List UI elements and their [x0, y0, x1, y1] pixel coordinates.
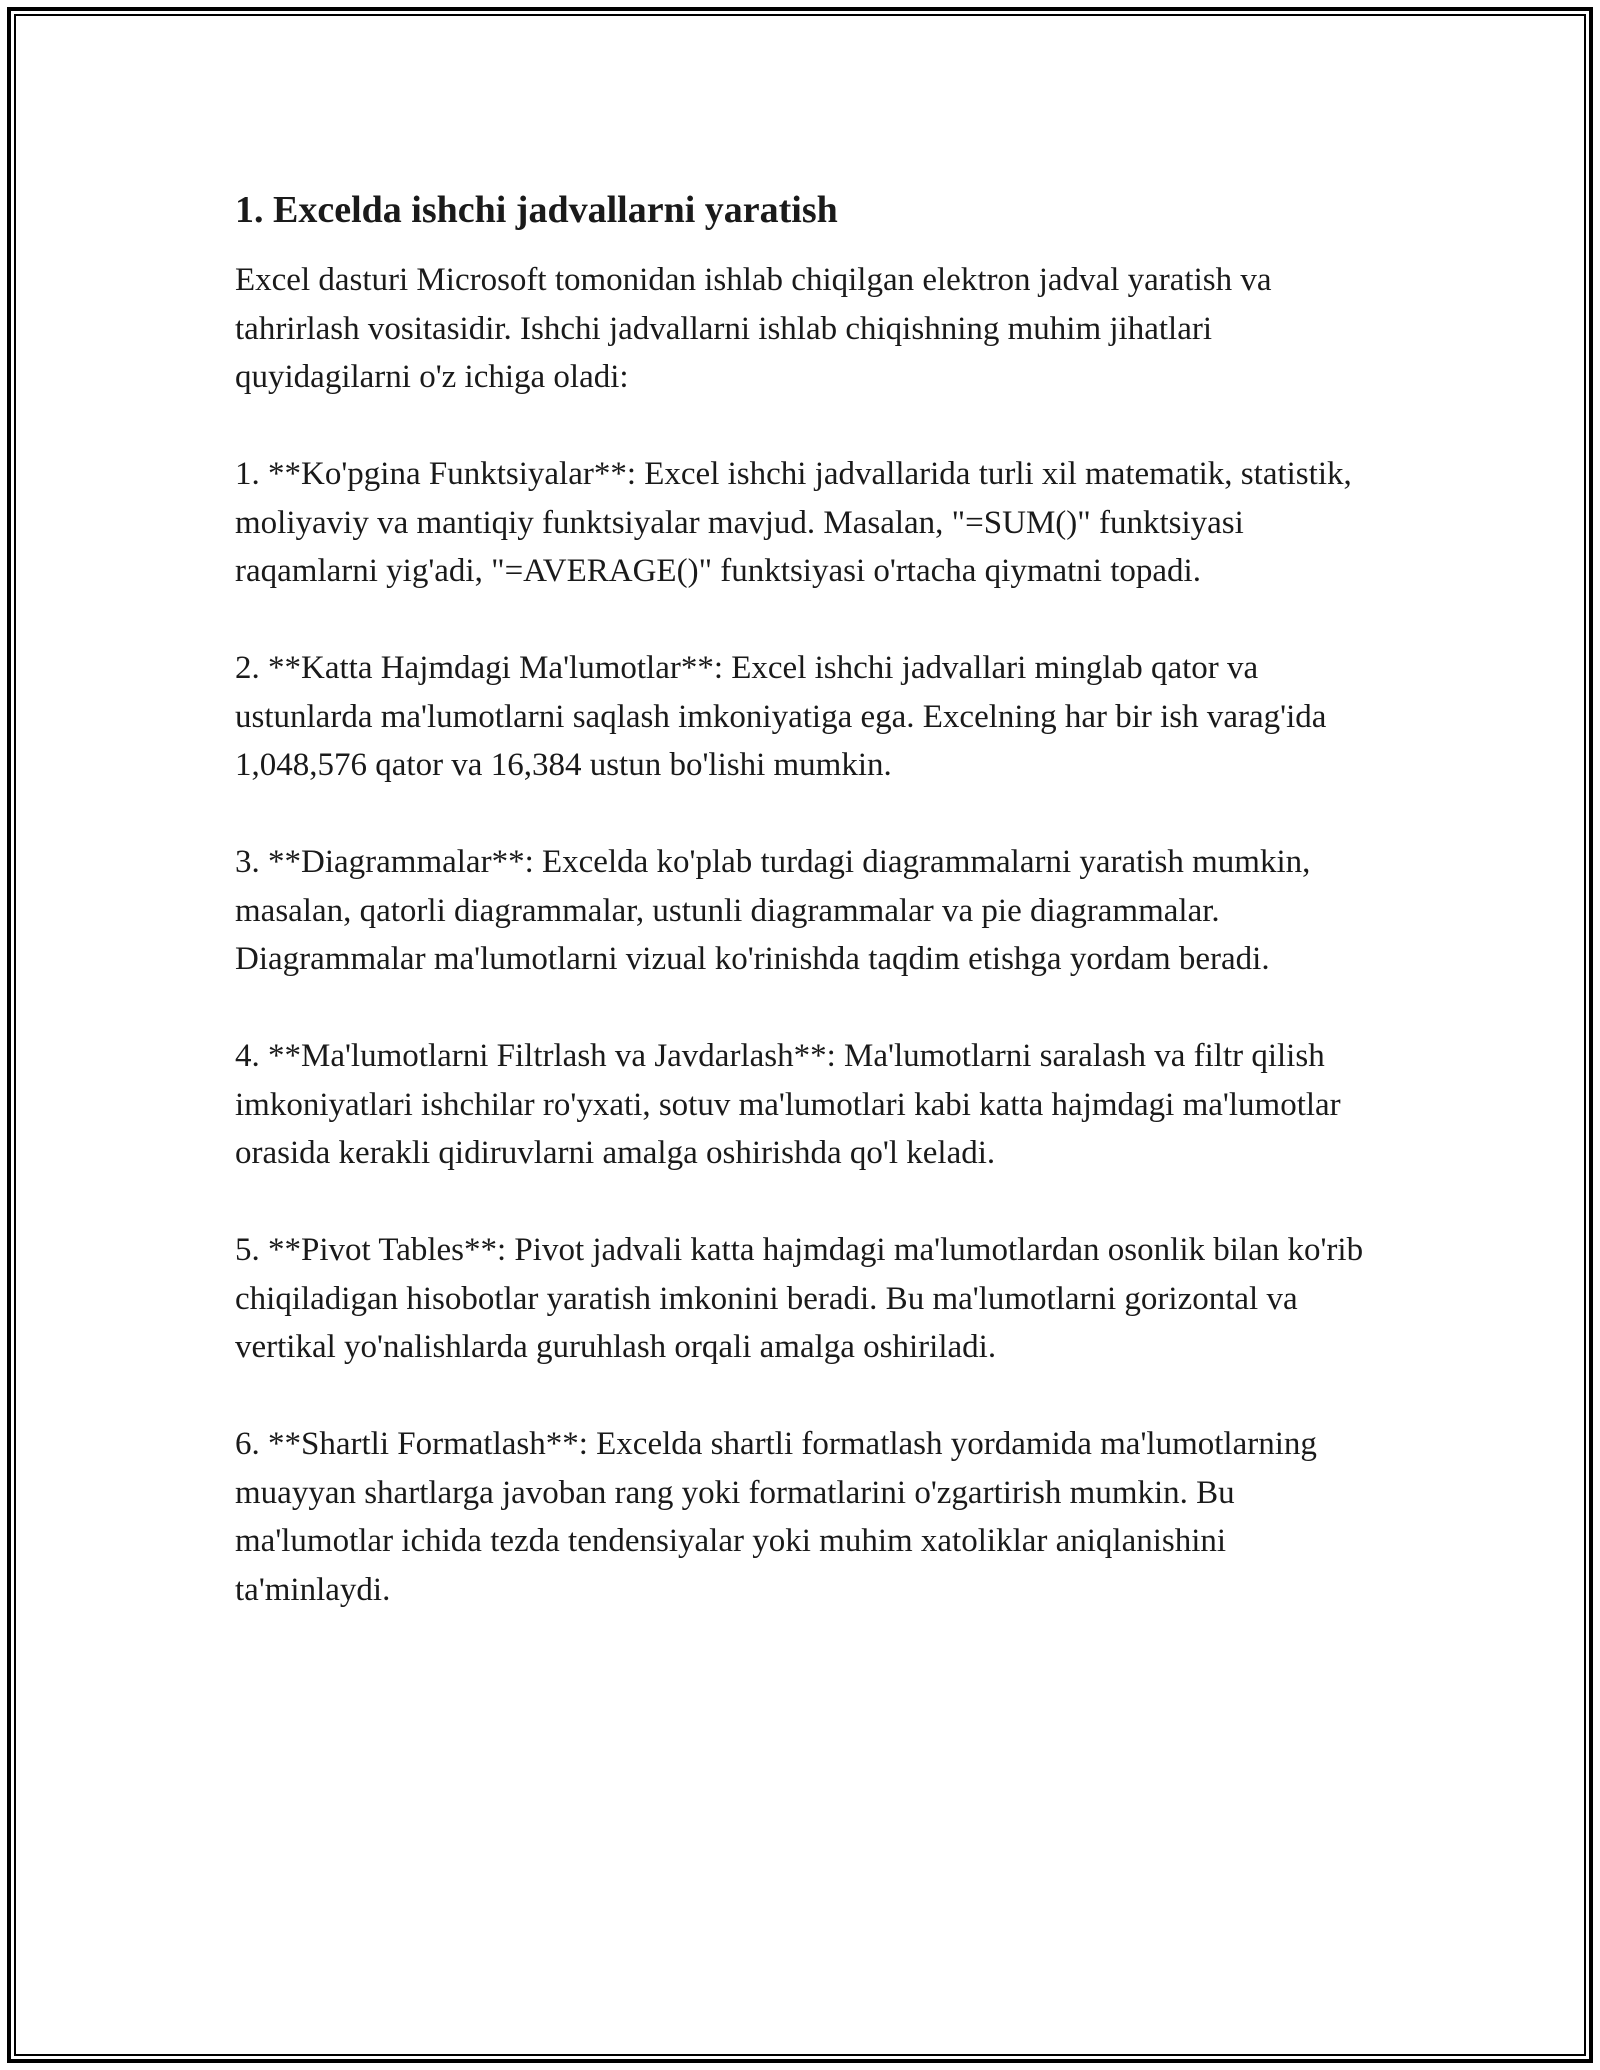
paragraph-pivot-tables: 5. **Pivot Tables**: Pivot jadvali katta hajmdagi ma'lumotlardan osonlik bilan ko'rib chiqiladigan hisobotlar yaratish imkonini beradi. Bu ma'lumotlarni gorizontal va vertikal yo'nalishlarda guruhlash orqali amalga oshiriladi.	[235, 1232, 1364, 1365]
paragraph-conditional-formatting: 6. **Shartli Formatlash**: Excelda shartli formatlash yordamida ma'lumotlarning muayyan shartlarga javoban rang yoki formatlarini o'zgartirish mumkin. Bu ma'lumotlar ichida tezda tendensiyalar yoki muhim xatoliklar aniqlanishini ta'minlaydi.	[235, 1426, 1317, 1608]
document-title: 1. Excelda ishchi jadvallarni yaratish	[235, 189, 838, 231]
paragraph-large-data: 2. **Katta Hajmdagi Ma'lumotlar**: Excel ishchi jadvallari minglab qator va ustunlarda ma'lumotlarni saqlash imkoniyatiga ega. Excelning har bir ish varag'ida 1,048,576 qator va 16,384 ustun bo'lishi mumkin.	[235, 650, 1327, 783]
paragraph-functions: 1. **Ko'pgina Funktsiyalar**: Excel ishchi jadvallarida turli xil matematik, statistik, moliyaviy va mantiqiy funktsiyalar mavjud. Masalan, "=SUM()" funktsiyasi raqamlarni yig'adi, "=AVERAGE()" funktsiyasi o'rtacha qiymatni topadi.	[235, 456, 1352, 589]
paragraph-charts: 3. **Diagrammalar**: Excelda ko'plab turdagi diagrammalarni yaratish mumkin, masalan, qatorli diagrammalar, ustunli diagrammalar va pie diagrammalar. Diagrammalar ma'lumotlarni vizual ko'rinishda taqdim etishga yordam beradi.	[235, 844, 1311, 977]
intro-paragraph: Excel dasturi Microsoft tomonidan ishlab chiqilgan elektron jadval yaratish va tahrirlash vositasidir. Ishchi jadvallarni ishlab chiqishning muhim jihatlari quyidagilarni o'z ichiga oladi:	[235, 262, 1272, 395]
paragraph-filtering: 4. **Ma'lumotlarni Filtrlash va Javdarlash**: Ma'lumotlarni saralash va filtr qilish imkoniyatlari ishchilar ro'yxati, sotuv ma'lumotlari kabi katta hajmdagi ma'lumotlar orasida kerakli qidiruvlarni amalga oshirishda qo'l keladi.	[235, 1038, 1341, 1171]
document-body	[235, 186, 1385, 1663]
